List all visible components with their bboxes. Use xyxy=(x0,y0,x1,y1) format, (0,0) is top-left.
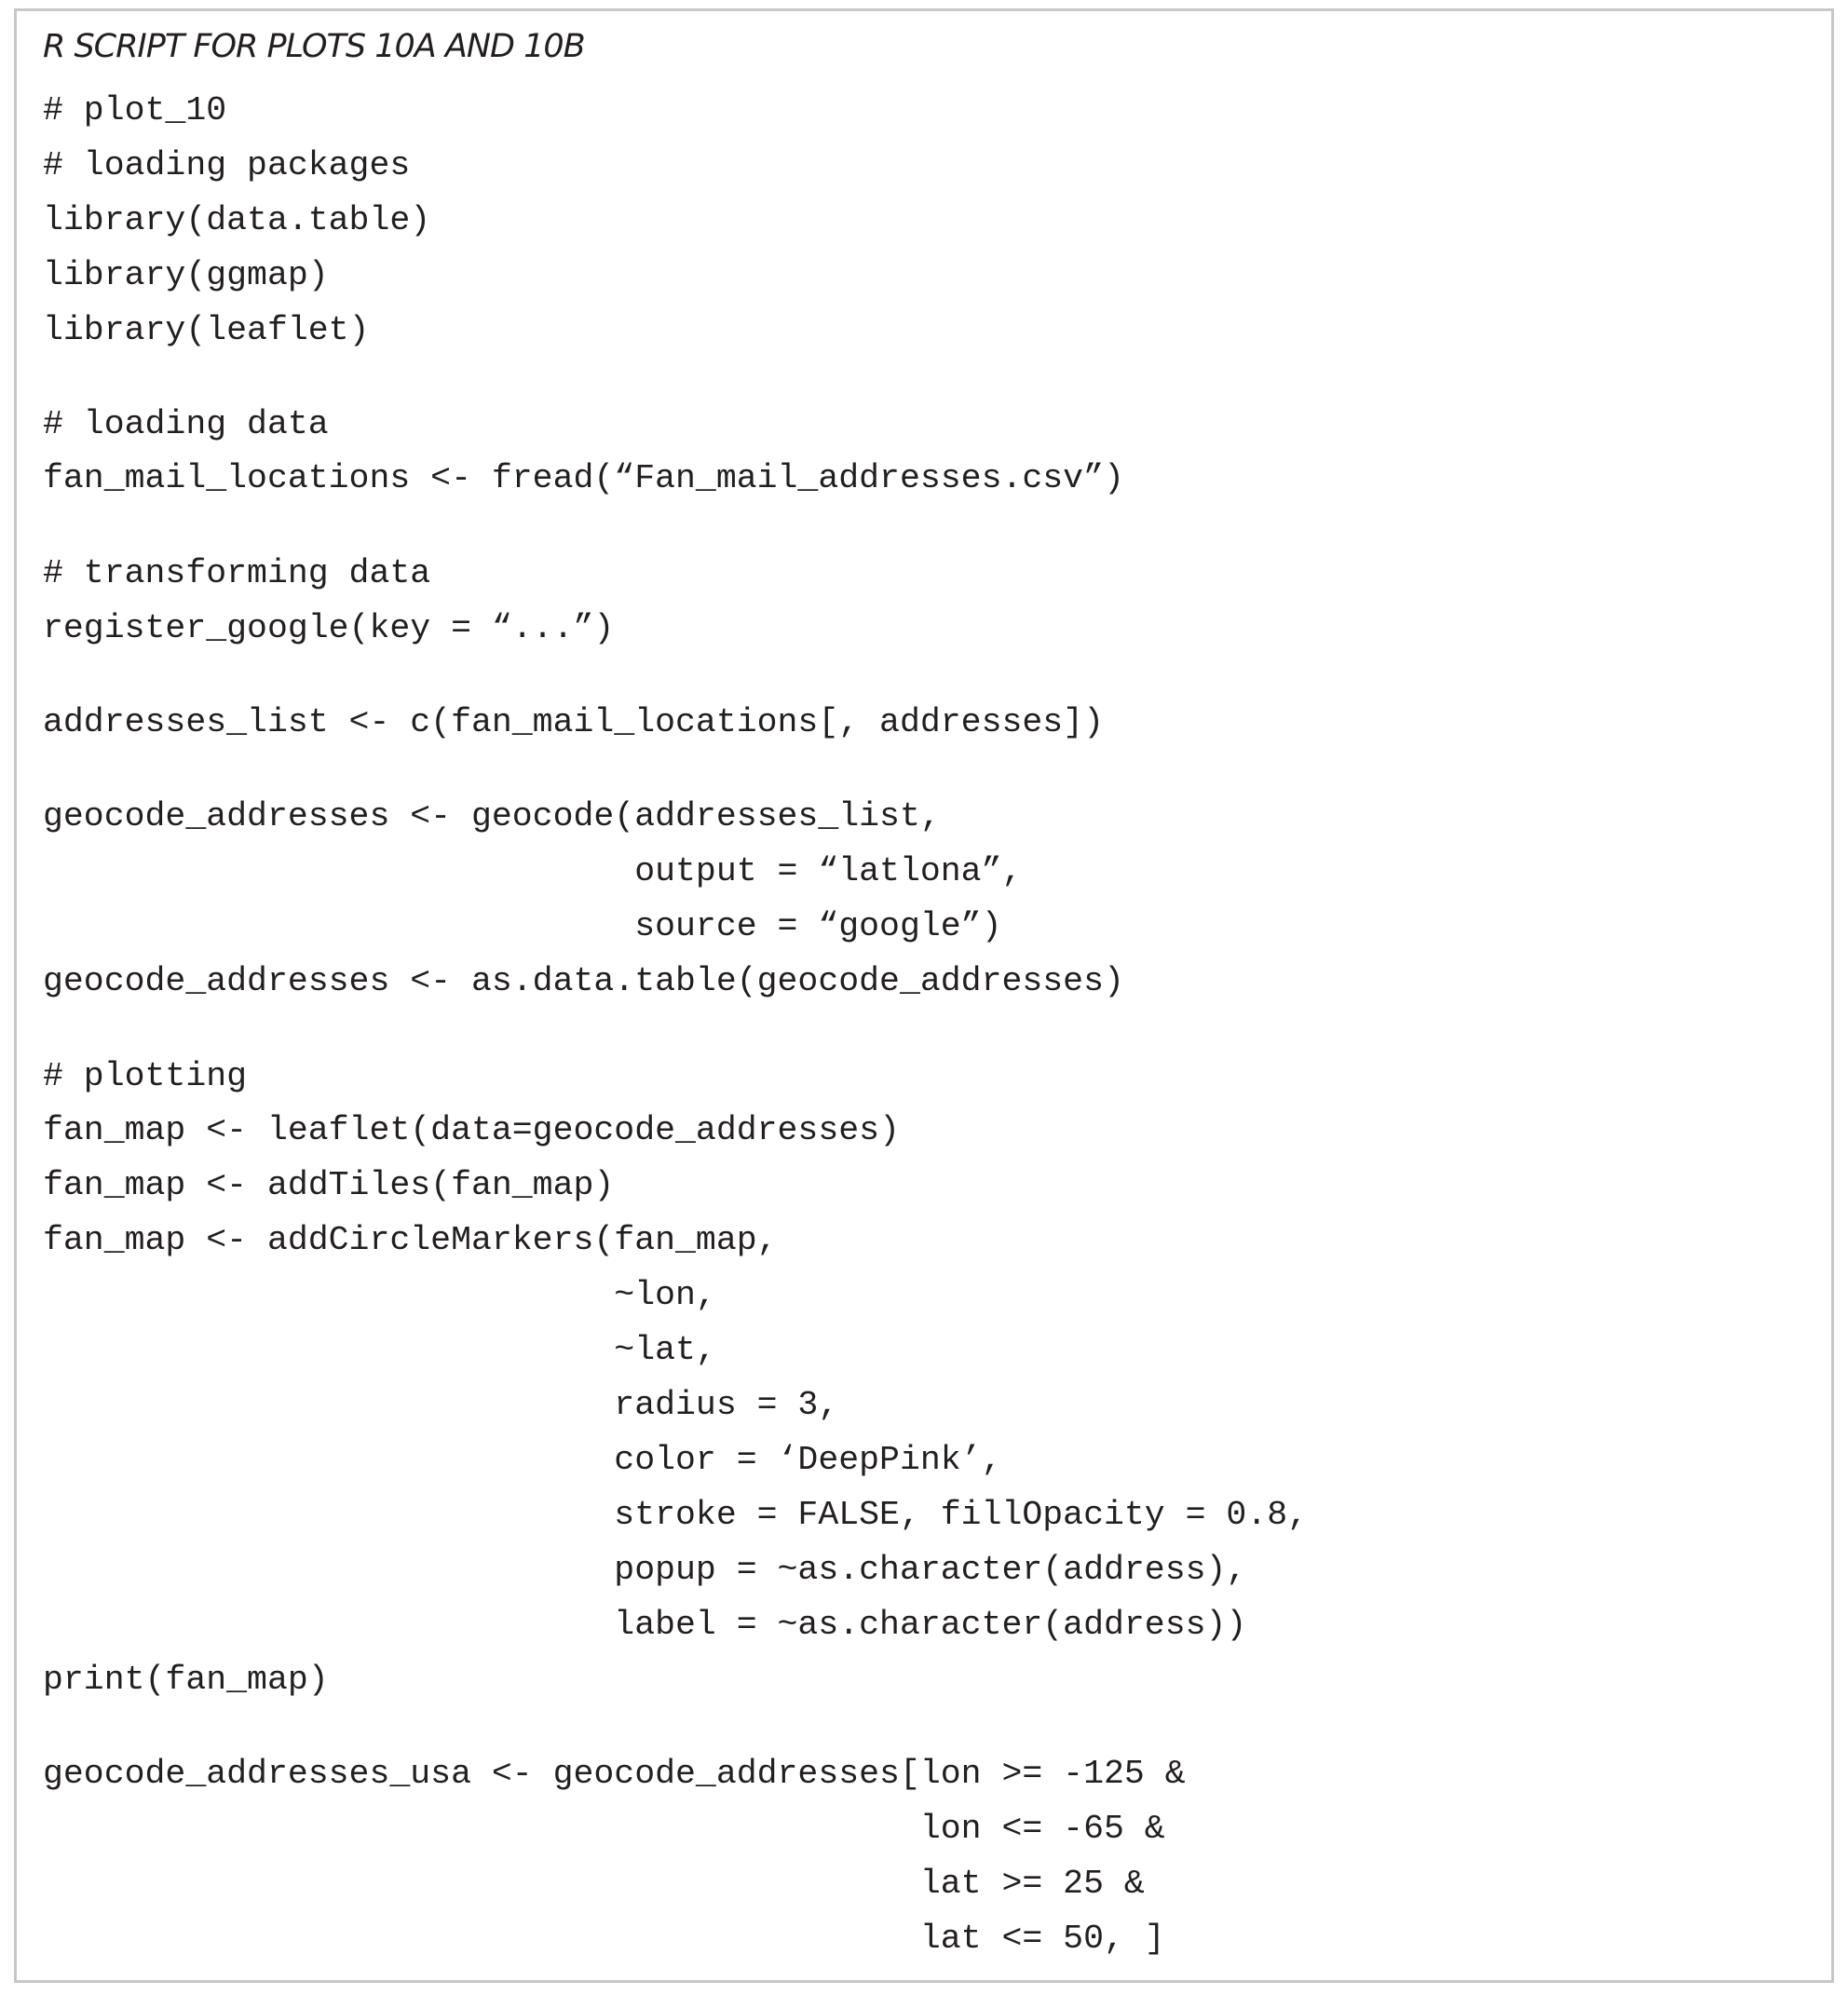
code-line: lat >= 25 & xyxy=(43,1865,1145,1903)
code-listing-box xyxy=(14,8,1834,1983)
code-line: stroke = FALSE, fillOpacity = 0.8, xyxy=(43,1496,1309,1534)
code-line: geocode_addresses <- as.data.table(geocode_addresses) xyxy=(43,962,1124,1000)
code-line: print(fan_map) xyxy=(43,1661,329,1699)
code-line: label = ~as.character(address)) xyxy=(43,1606,1247,1644)
code-line: register_google(key = “...”) xyxy=(43,609,615,647)
code-line: ~lon, xyxy=(43,1276,716,1314)
code-line: fan_map <- leaflet(data=geocode_addresses) xyxy=(43,1111,900,1149)
code-block xyxy=(17,11,1831,1980)
code-line: source = “google”) xyxy=(43,907,1002,945)
code-line: color = ‘DeepPink’, xyxy=(43,1441,1002,1479)
code-listing-title: R SCRIPT FOR PLOTS 10A AND 10B xyxy=(43,28,585,65)
code-line: fan_map <- addTiles(fan_map) xyxy=(43,1166,615,1204)
code-line: # transforming data xyxy=(43,554,431,592)
code-line: lat <= 50, ] xyxy=(43,1920,1165,1958)
code-line: geocode_addresses <- geocode(addresses_list, xyxy=(43,797,941,835)
code-line: fan_map <- addCircleMarkers(fan_map, xyxy=(43,1221,778,1259)
code-line: output = “latlona”, xyxy=(43,852,1023,890)
code-line: addresses_list <- c(fan_mail_locations[, addresses]) xyxy=(43,703,1104,741)
code-line: popup = ~as.character(address), xyxy=(43,1551,1247,1589)
code-line: radius = 3, xyxy=(43,1386,839,1424)
code-line: # loading data xyxy=(43,405,329,443)
code-line: geocode_addresses_usa <- geocode_addresses[lon >= -125 & xyxy=(43,1755,1186,1793)
code-line: # plotting xyxy=(43,1057,248,1095)
code-line: # plot_10 xyxy=(43,91,227,129)
code-line: ~lat, xyxy=(43,1331,716,1369)
code-line: library(data.table) xyxy=(43,201,431,239)
code-line: # loading packages xyxy=(43,146,411,184)
code-line: lon <= -65 & xyxy=(43,1810,1165,1848)
code-line: library(ggmap) xyxy=(43,256,329,294)
code-line: library(leaflet) xyxy=(43,311,370,349)
code-line: fan_mail_locations <- fread(“Fan_mail_addresses.csv”) xyxy=(43,459,1124,497)
